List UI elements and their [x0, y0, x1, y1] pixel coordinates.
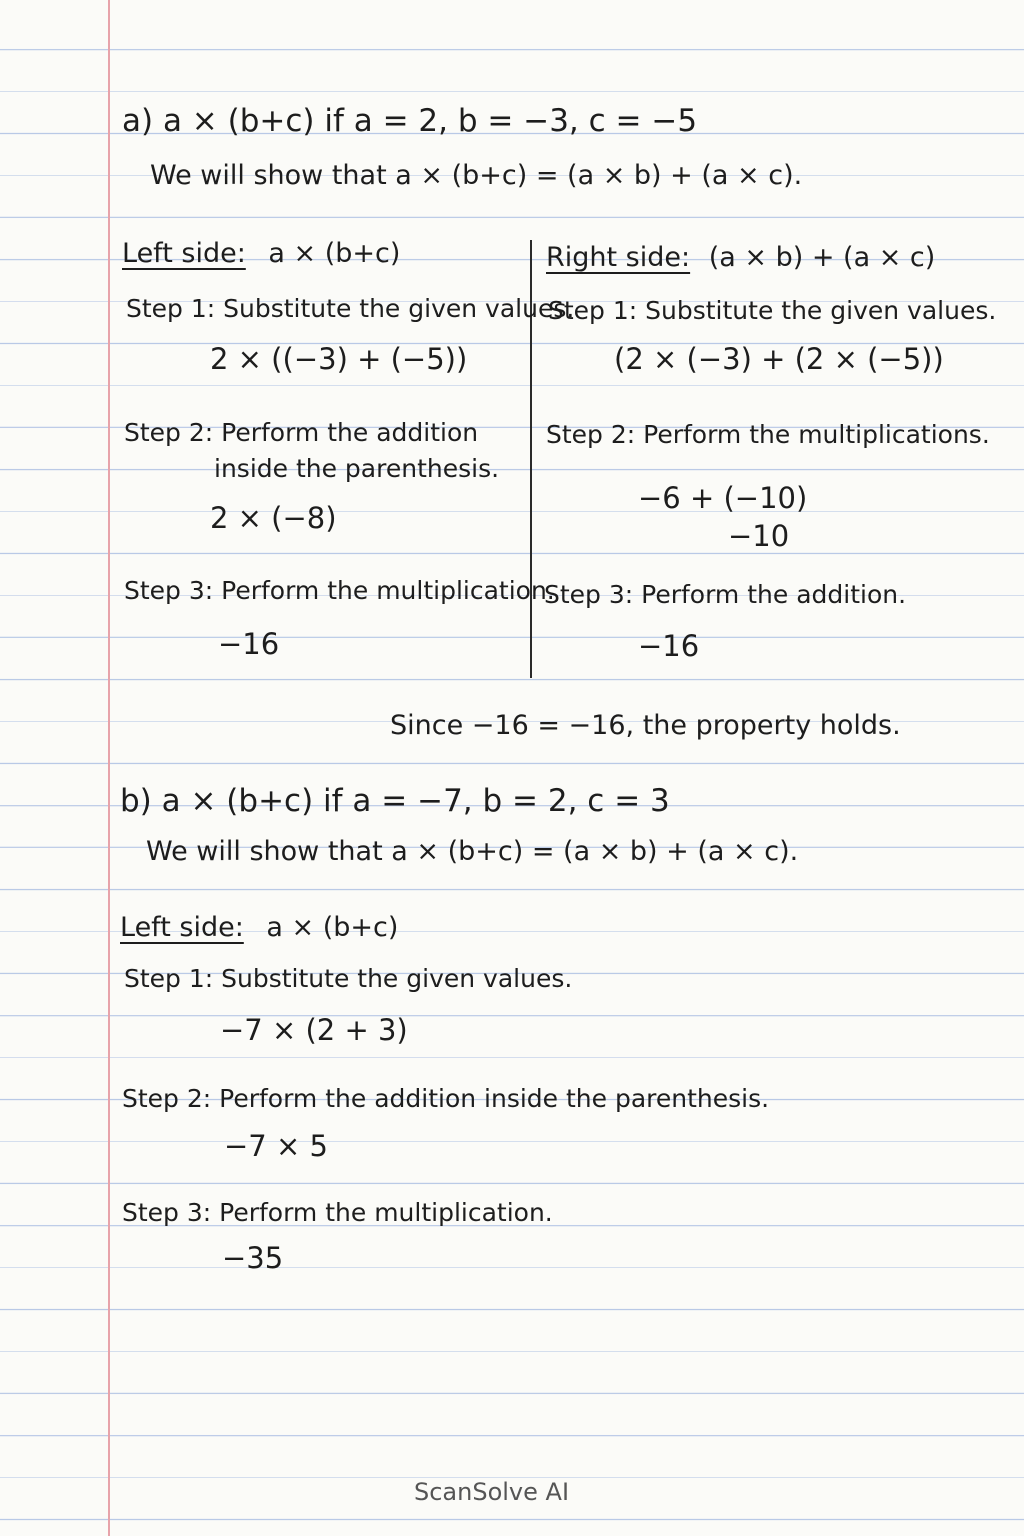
part-b-step3-expr: −35 [222, 1241, 284, 1275]
part-b-problem: b) a × (b+c) if a = −7, b = 2, c = 3 [120, 783, 670, 819]
part-a-left-step3-label: Step 3: Perform the multiplication. [124, 576, 555, 605]
part-b-step2-label: Step 2: Perform the addition inside the parenthesis. [122, 1084, 770, 1113]
part-a-intro: We will show that a × (b+c) = (a × b) + (a × c). [150, 160, 803, 191]
part-a-right-step3-expr: −16 [638, 629, 700, 663]
part-a-left-step1-expr: 2 × ((−3) + (−5)) [210, 342, 468, 376]
left-side-expression: a × (b+c) [266, 912, 399, 943]
part-a-left-step2-label-cont: inside the parenthesis. [214, 454, 500, 483]
right-side-label: Right side: [546, 242, 691, 273]
part-a-problem: a) a × (b+c) if a = 2, b = −3, c = −5 [122, 103, 698, 139]
left-side-label: Left side: [120, 912, 244, 943]
left-side-expression: a × (b+c) [268, 238, 401, 269]
part-b-step2-expr: −7 × 5 [224, 1129, 328, 1163]
part-b-step1-expr: −7 × (2 + 3) [220, 1013, 408, 1047]
part-a-left-step2-label: Step 2: Perform the addition [124, 418, 479, 447]
part-a-left-heading [122, 240, 400, 267]
part-b-intro: We will show that a × (b+c) = (a × b) + (a × c). [146, 836, 799, 867]
right-side-expression: (a × b) + (a × c) [708, 242, 936, 273]
part-a-left-step1-label: Step 1: Substitute the given values. [126, 294, 575, 323]
part-a-right-heading [546, 244, 935, 271]
part-b-step1-label: Step 1: Substitute the given values. [124, 964, 573, 993]
part-a-right-step2-expr: −6 + (−10) [638, 481, 808, 515]
margin-line [108, 0, 110, 1536]
part-a-right-step1-expr: (2 × (−3) + (2 × (−5)) [614, 342, 944, 376]
part-a-right-step1-label: Step 1: Substitute the given values. [548, 296, 997, 325]
part-b-left-heading [120, 914, 398, 941]
part-a-right-step3-label: Step 3: Perform the addition. [544, 580, 907, 609]
part-a-right-step2-expr2: −10 [728, 519, 790, 553]
part-b-step3-label: Step 3: Perform the multiplication. [122, 1198, 553, 1227]
left-side-label: Left side: [122, 238, 246, 269]
part-a-left-step2-expr: 2 × (−8) [210, 501, 337, 535]
part-a-right-step2-label: Step 2: Perform the multiplications. [546, 420, 990, 449]
part-a-left-step3-expr: −16 [218, 627, 280, 661]
part-a-conclusion: Since −16 = −16, the property holds. [390, 710, 901, 741]
footer-watermark: ScanSolve AI [414, 1478, 570, 1506]
